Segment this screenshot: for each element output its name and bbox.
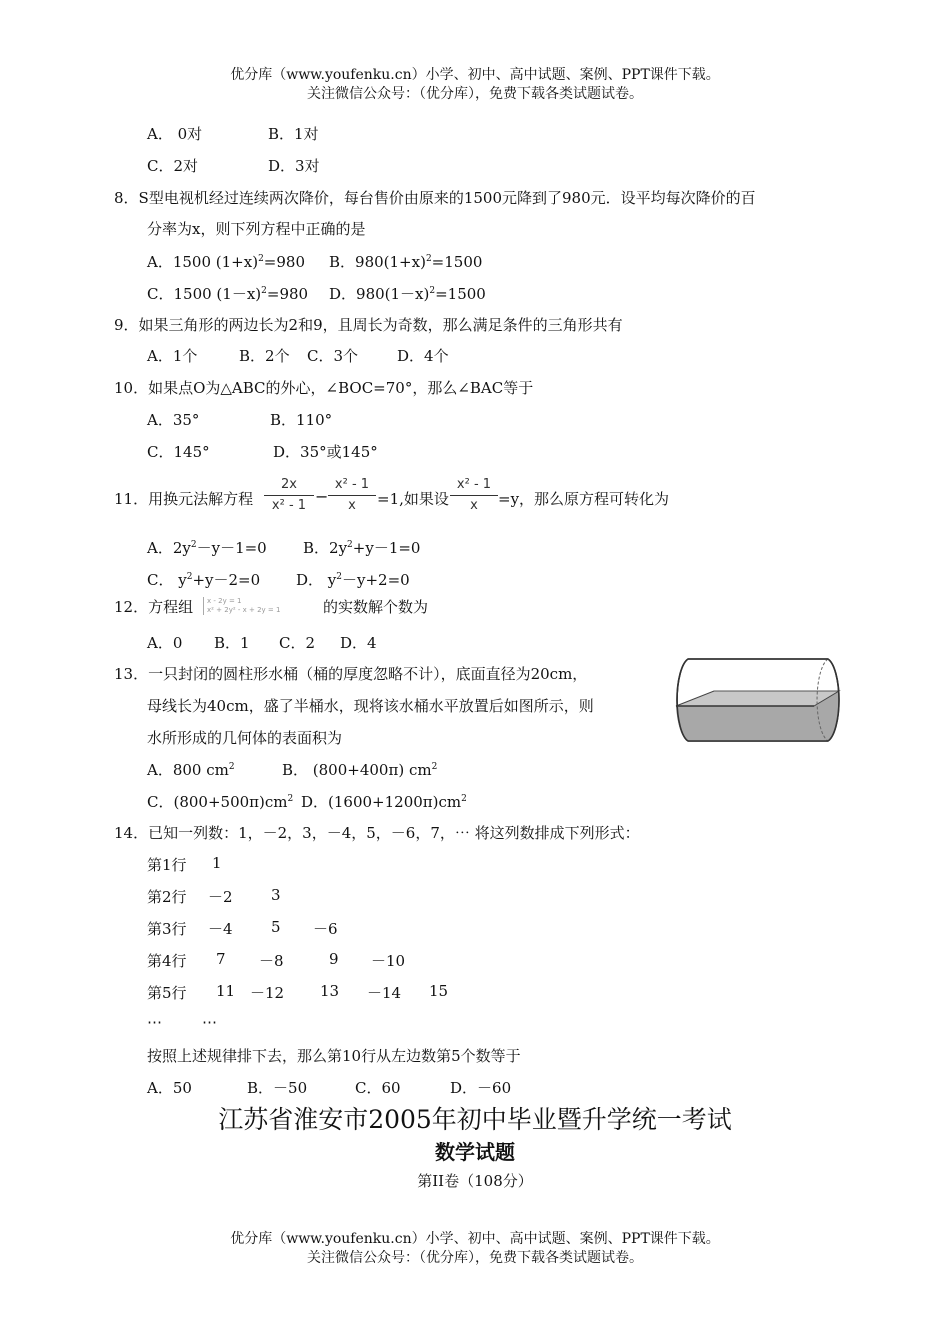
q14-row-label: 第3行: [147, 920, 187, 938]
q14-ellipsis-1: ⋯: [147, 1013, 162, 1031]
q14-row-label: 第4行: [147, 952, 187, 970]
q9-option-a: A．1个: [147, 347, 198, 365]
sq-mark: 2: [431, 762, 438, 772]
q14-option-d: D．－60: [450, 1079, 512, 1097]
q14-row-number: 3: [271, 886, 281, 904]
q11-option-d: [296, 569, 410, 590]
q8-b-tail: =1500: [431, 253, 483, 271]
q13-stem-line2: 母线长为40cm，盛了半桶水，现将该水桶水平放置后如图所示，则: [147, 697, 594, 715]
q8-stem-line2: 分率为x，则下列方程中正确的是: [147, 220, 366, 238]
q12-option-b: B．1: [214, 634, 250, 652]
q11-d-tail: －y+2=0: [342, 571, 410, 589]
footer-line-1: 优分库（www.youfenku.cn）小学、初中、高中试题、案例、PPT课件下载。: [230, 1231, 720, 1247]
q8-option-c: [147, 283, 308, 304]
q14-row-label: 第5行: [147, 984, 187, 1002]
q14-row-label: 第2行: [147, 888, 187, 906]
q7-option-a: A． 0对: [147, 125, 203, 143]
q13-option-d: [301, 791, 467, 812]
cylinder-figure: [674, 655, 848, 745]
q14-row-number: －14: [367, 984, 402, 1002]
frac3-numerator: x² - 1: [456, 477, 492, 492]
q10-option-b: B．110°: [270, 411, 333, 429]
q11-stem-pre: 11．用换元法解方程: [114, 490, 254, 508]
q11-stem-mid: =1,如果设: [377, 490, 449, 508]
q11-a-text: A．2y: [147, 539, 191, 557]
q13-stem-line1: 13．一只封闭的圆柱形水桶（桶的厚度忽略不计），底面直径为20cm，: [114, 665, 588, 683]
q8-b-text: B．980(1+x): [329, 253, 426, 271]
q8-option-d: [329, 283, 486, 304]
q8-a-tail: =980: [263, 253, 305, 271]
q14-row-number: －4: [208, 920, 233, 938]
q14-row-number: 5: [271, 918, 281, 936]
q11-a-tail: －y－1=0: [196, 539, 267, 557]
q13-option-c: [147, 791, 293, 812]
sq-mark: 2: [461, 794, 467, 804]
q14-row-number: 11: [216, 982, 236, 1000]
sq-mark: 2: [261, 286, 267, 296]
q11-d-text: D． y: [296, 571, 337, 589]
q13-d-text: D．(1600+1200π)cm: [301, 793, 462, 811]
q7-option-d: D．3对: [268, 157, 320, 175]
sq-mark: 2: [429, 286, 436, 296]
q12-equation-system: [203, 597, 280, 615]
header-line-1: 优分库（www.youfenku.cn）小学、初中、高中试题、案例、PPT课件下载。: [230, 67, 720, 83]
q11-c-text: C． y: [147, 571, 187, 589]
q12-stem-post: 的实数解个数为: [323, 598, 429, 616]
q8-a-text: A．1500 (1+x): [147, 253, 259, 271]
q12-option-d: D．4: [340, 634, 377, 652]
q9-option-c: C．3个: [307, 347, 359, 365]
q9-stem: 9．如果三角形的两边长为2和9，且周长为奇数，那么满足条件的三角形共有: [114, 316, 623, 334]
q12-stem-pre: 12．方程组: [114, 598, 194, 616]
sq-mark: 2: [228, 762, 235, 772]
q14-option-a: A．50: [147, 1079, 192, 1097]
q10-option-c: C．145°: [147, 443, 210, 461]
q11-b-text: B．2y: [303, 539, 348, 557]
q14-row-number: －10: [371, 952, 406, 970]
frac2-numerator: x² - 1: [334, 477, 370, 492]
sq-mark: 2: [186, 572, 193, 582]
q13-b-text: B． (800+400π) cm: [282, 761, 432, 779]
q14-row-number: 13: [320, 982, 340, 1000]
q8-d-text: D．980(1－x): [329, 285, 430, 303]
q14-option-b: B．－50: [247, 1079, 308, 1097]
q14-row-number: －2: [208, 888, 233, 906]
q7-option-c: C．2对: [147, 157, 199, 175]
q14-row-label: 第1行: [147, 856, 187, 874]
frac3-denominator: x: [470, 498, 478, 513]
q8-option-b: [329, 251, 482, 272]
footer-line-2: 关注微信公众号：（优分库），免费下载各类试题试卷。: [307, 1250, 643, 1266]
exam-title: 江苏省淮安市2005年初中毕业暨升学统一考试: [218, 1105, 732, 1134]
frac1-denominator: x² - 1: [271, 498, 307, 513]
q9-option-b: B．2个: [239, 347, 290, 365]
q11-fraction-3: [450, 475, 498, 516]
q11-minus-sign: −: [315, 487, 329, 506]
q12-equation-2: x² + 2y² - x + 2y = 1: [207, 606, 281, 614]
q14-row-number: 7: [216, 950, 226, 968]
q13-option-b: [282, 759, 437, 780]
q10-stem: 10．如果点O为△ABC的外心，∠BOC=70°，那么∠BAC等于: [114, 379, 534, 397]
q11-stem-post: =y，那么原方程可转化为: [498, 490, 670, 508]
q8-stem-line1: 8．S型电视机经过连续两次降价，每台售价由原来的1500元降到了980元．设平均每次降价的百: [114, 189, 756, 207]
q8-c-tail: =980: [266, 285, 309, 303]
q7-option-b: B．1对: [268, 125, 319, 143]
sq-mark: 2: [190, 540, 197, 550]
q11-option-b: [303, 537, 420, 558]
q11-option-c: [147, 569, 260, 590]
header-line-2: 关注微信公众号：（优分库），免费下载各类试题试卷。: [307, 86, 643, 102]
sq-mark: 2: [336, 572, 343, 582]
frac1-numerator: 2x: [281, 477, 297, 492]
q10-option-d: D．35°或145°: [273, 443, 378, 461]
q11-b-tail: +y－1=0: [352, 539, 421, 557]
sq-mark: 2: [287, 794, 294, 804]
q14-row-number: －6: [313, 920, 338, 938]
frac2-denominator: x: [348, 498, 356, 513]
sq-mark: 2: [425, 254, 432, 264]
q13-a-text: A．800 cm: [147, 761, 229, 779]
q13-stem-line3: 水所形成的几何体的表面积为: [147, 729, 343, 747]
q13-c-text: C．(800+500π)cm: [147, 793, 288, 811]
sq-mark: 2: [258, 254, 264, 264]
q8-option-a: [147, 251, 305, 272]
q14-row-number: 9: [329, 950, 339, 968]
q12-option-a: A．0: [147, 634, 183, 652]
q14-stem: 14．已知一列数：1，－2，3，－4，5，－6，7，⋯ 将这列数排成下列形式：: [114, 824, 640, 842]
exam-subtitle: 数学试题: [435, 1140, 515, 1164]
q8-d-tail: =1500: [435, 285, 486, 303]
q11-fraction-2: [328, 475, 376, 516]
q14-ellipsis-2: ⋯: [202, 1013, 217, 1031]
q11-fraction-1: [264, 475, 314, 516]
q11-c-tail: +y－2=0: [192, 571, 261, 589]
q11-option-a: [147, 537, 267, 558]
q14-row-number: －8: [259, 952, 284, 970]
q13-option-a: [147, 759, 235, 780]
q9-option-d: D．4个: [397, 347, 449, 365]
sq-mark: 2: [347, 540, 353, 550]
q14-question: 按照上述规律排下去，那么第10行从左边数第5个数等于: [147, 1047, 521, 1065]
q12-equation-1: x - 2y = 1: [207, 597, 242, 605]
q14-row-number: 15: [429, 982, 449, 1000]
q10-option-a: A．35°: [147, 411, 200, 429]
q14-row-number: 1: [212, 854, 222, 872]
part-title: 第II卷（108分）: [417, 1172, 533, 1190]
q14-option-c: C．60: [355, 1079, 401, 1097]
q8-c-text: C．1500 (1－x): [147, 285, 262, 303]
q14-row-number: －12: [250, 984, 285, 1002]
q12-option-c: C．2: [279, 634, 316, 652]
